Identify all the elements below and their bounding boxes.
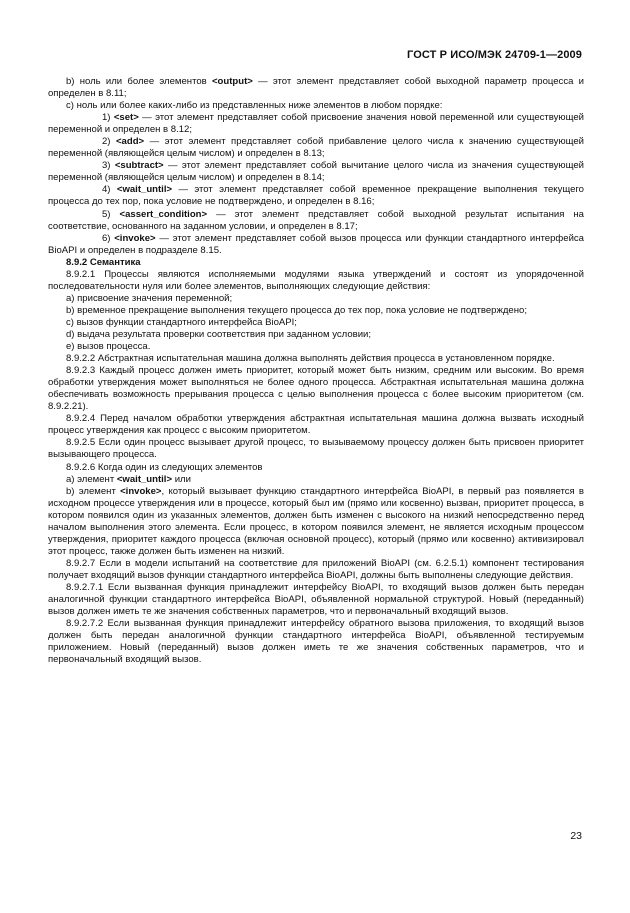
- paragraph: [48, 112, 584, 136]
- paragraph-prefix: 2): [102, 136, 116, 148]
- paragraph-prefix: b) ноль или более элементов: [66, 76, 212, 87]
- element-tag: <wait_until>: [116, 184, 173, 196]
- paragraph-text: b) временное прекращение выполнения текущего процесса до тех пор, пока условие не подтверждено;: [66, 304, 527, 316]
- element-tag: <set>: [113, 112, 139, 124]
- paragraph-prefix: 3): [102, 160, 115, 172]
- paragraph-text: 8.9.2.7 Если в модели испытаний на соответствие для приложений BioAPI (см. 6.2.5.1) компонент тестирования получает входящий вызов функции стандартного интерфейса BioAPI, должны быть выполнены следующие действия.: [48, 557, 584, 581]
- element-tag: <wait_until>: [116, 473, 173, 485]
- paragraph-prefix: 6): [102, 232, 115, 244]
- section-heading: [48, 257, 584, 269]
- paragraph-text: — этот элемент представляет собой вызов процесса или функции стандартного интерфейса BioAPI и определен в подразделе 8.15.: [48, 232, 584, 256]
- element-tag: <invoke>: [114, 232, 156, 244]
- paragraph: [48, 184, 584, 208]
- element-tag: <subtract>: [114, 160, 164, 172]
- page-number: 23: [570, 830, 582, 842]
- standard-header: ГОСТ Р ИСО/МЭК 24709-1—2009: [407, 49, 582, 61]
- paragraph-text: — этот элемент представляет собой прибавление целого числа к значению существующей переменной (являющейся целым числом) и определен в 8.13;: [48, 136, 584, 160]
- paragraph: [48, 329, 584, 341]
- paragraph: [48, 486, 584, 558]
- paragraph-text: 8.9.2.4 Перед началом обработки утверждения абстрактная испытательная машина должна вызвать исходный процесс утверждения как процесс с высоким приоритетом.: [48, 413, 584, 437]
- paragraph-text: 8.9.2.5 Если один процесс вызывает другой процесс, то вызываемому процессу должен быть присвоен приоритет вызывающего процесса.: [48, 437, 584, 461]
- paragraph-text: , который вызывает функцию стандартного интерфейса BioAPI, в первый раз появляется в исходном процессе утверждения или в процессе, который был им (прямо или косвенно) вызван, приоритет процесса, в котором появился один из указанных элементов, должен быть изменен с высокого на низкий непосредственно перед началом выполнения этого элемента. Если процесс, в котором появился элемент, не является исходным процессом утверждения, приоритет каждого процесса (включая основной процесс), который (прямо или косвенно) активизировал этот процесс, также должен быть изменен на низкий.: [48, 485, 584, 557]
- paragraph: [48, 293, 584, 305]
- paragraph-text: — этот элемент представляет собой присвоение значения новой переменной или существующей переменной и определен в 8.12;: [48, 112, 584, 136]
- document-body: [48, 76, 584, 666]
- paragraph-text: c) вызов функции стандартного интерфейса BioAPI;: [66, 316, 297, 328]
- paragraph-text: — этот элемент представляет собой выходной параметр процесса и определен в 8.11;: [48, 76, 584, 100]
- paragraph: [48, 160, 584, 184]
- paragraph-text: 8.9.2 Семантика: [66, 256, 141, 268]
- paragraph: [48, 437, 584, 461]
- paragraph-text: а) присвоение значения переменной;: [66, 292, 233, 304]
- paragraph: [48, 413, 584, 437]
- element-tag: <add>: [115, 136, 145, 148]
- paragraph: [48, 317, 584, 329]
- paragraph: [48, 365, 584, 413]
- paragraph-text: 8.9.2.3 Каждый процесс должен иметь приоритет, который может быть низким, средним или высоким. Во время обработки утверждения может выполняться не более одного процесса. Абстрактная испытательная машина должна обеспечивать возможность прерывания процесса с целью выполнения процесса с более высоким приоритетом (см. 8.9.2.21).: [48, 365, 584, 413]
- paragraph-text: 8.9.2.2 Абстрактная испытательная машина должна выполнять действия процесса в установленном порядке.: [66, 353, 555, 365]
- paragraph-text: e) вызов процесса.: [66, 341, 151, 353]
- paragraph: [48, 558, 584, 582]
- paragraph: [48, 305, 584, 317]
- paragraph: [48, 269, 584, 293]
- paragraph-text: 8.9.2.7.1 Если вызванная функция принадлежит интерфейсу BioAPI, то входящий вызов должен быть передан аналогичной функции стандартного интерфейса BioAPI, объявленной нормальной структурой. Новый (переданный) вызов должен иметь те же значения собственных параметров, что и первоначальный входящий вызов.: [48, 581, 584, 618]
- paragraph-prefix: 1): [102, 112, 114, 124]
- paragraph-text: или: [172, 473, 191, 485]
- paragraph: [48, 209, 584, 233]
- paragraph: [48, 462, 584, 474]
- paragraph: [48, 233, 584, 257]
- paragraph: [48, 76, 584, 100]
- paragraph: [48, 341, 584, 353]
- paragraph-prefix: 5): [102, 208, 120, 220]
- element-tag: <assert_condition>: [119, 208, 208, 220]
- paragraph-prefix: 4): [102, 184, 117, 196]
- paragraph: [48, 474, 584, 486]
- element-tag: <invoke>: [120, 485, 162, 497]
- paragraph-text: 8.9.2.7.2 Если вызванная функция принадлежит интерфейсу обратного вызова приложения, то входящий вызов должен быть передан аналогичной функции стандартного интерфейса BioAPI, объявленной тестируемым приложением. Новый (переданный) вызов должен иметь те же значения собственных параметров, что и первоначальный входящий вызов.: [48, 618, 584, 666]
- paragraph-text: — этот элемент представляет собой выходной результат испытания на соответствие, основанного на заданном условии, и определен в 8.17;: [48, 208, 584, 232]
- paragraph-text: — этот элемент представляет собой вычитание целого числа из значения существующей переменной (являющейся целым числом) и определен в 8.14;: [48, 160, 584, 184]
- paragraph: [48, 136, 584, 160]
- element-tag: <output>: [211, 76, 253, 87]
- paragraph-text: — этот элемент представляет собой временное прекращение выполнения текущего процесса до тех пор, пока условие не подтверждено, и определен в 8.16;: [48, 184, 584, 208]
- paragraph-prefix: а) элемент: [66, 473, 117, 485]
- paragraph-text: c) ноль или более каких-либо из представленных ниже элементов в любом порядке:: [66, 100, 443, 112]
- paragraph-text: 8.9.2.6 Когда один из следующих элементов: [66, 461, 263, 473]
- paragraph: [48, 582, 584, 618]
- paragraph-text: d) выдача результата проверки соответствия при заданном условии;: [66, 328, 372, 340]
- paragraph-prefix: b) элемент: [66, 485, 121, 497]
- paragraph: [48, 100, 584, 112]
- paragraph: [48, 618, 584, 666]
- paragraph: [48, 353, 584, 365]
- paragraph-text: 8.9.2.1 Процессы являются исполняемыми модулями языка утверждений и состоят из упорядоченной последовательности нуля или более элементов, выполняющих следующие действия:: [48, 268, 584, 292]
